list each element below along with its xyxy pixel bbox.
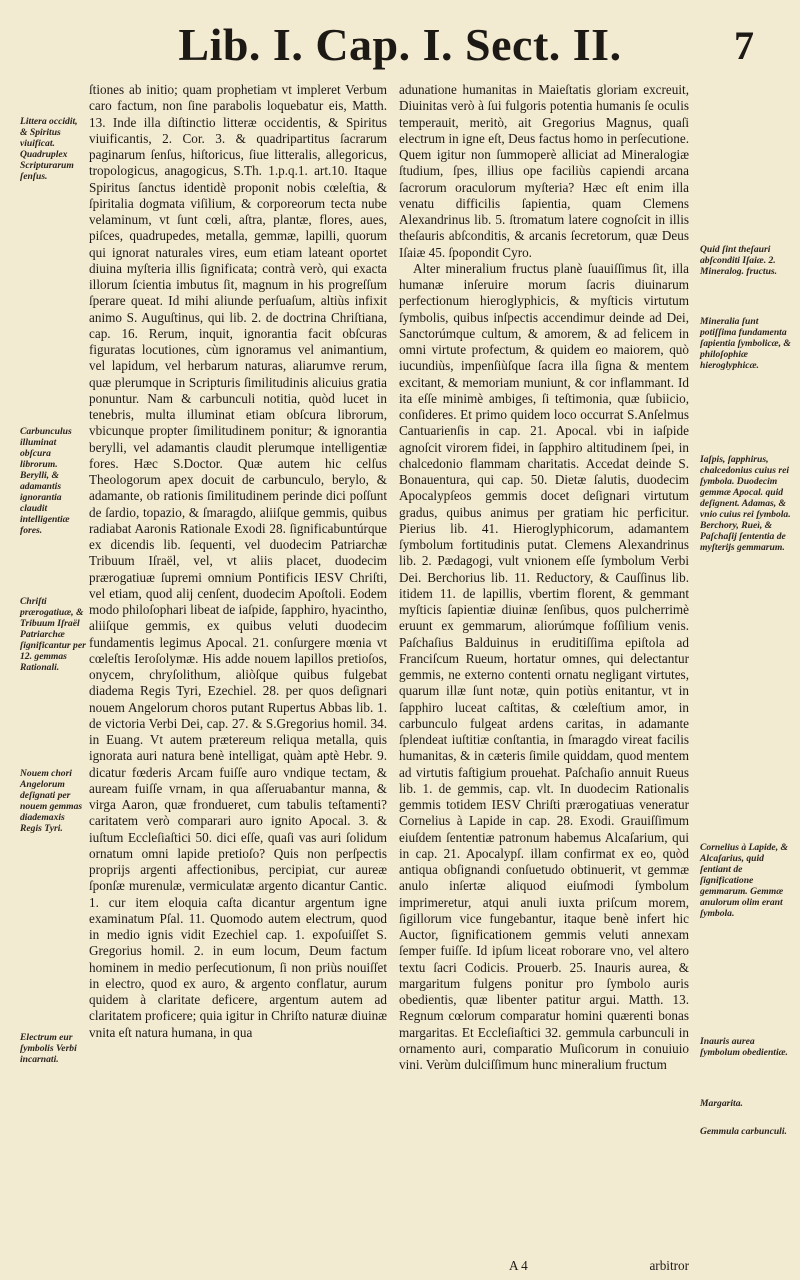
- left-margin-notes: [20, 0, 86, 1280]
- margin-note: Chriſti prærogatiuæ, & Tribuum Iſraël Patriarchæ ſignificantur per 12. gemmas Rationali.: [20, 596, 86, 673]
- page-number: 7: [734, 23, 754, 68]
- margin-note: Littera occidit, & Spiritus viuificat. Quadruplex Scripturarum ſenſus.: [20, 116, 78, 182]
- margin-note: Quid ſint theſauri abſconditi Iſaiæ. 2. Mineralog. fructus.: [700, 244, 778, 277]
- page-footer: [399, 1258, 689, 1276]
- margin-note: Margarita.: [700, 1098, 743, 1109]
- catchword: arbitror: [649, 1258, 689, 1273]
- margin-note: Gemmula carbunculi.: [700, 1126, 787, 1137]
- margin-note: Nouem chori Angelorum deſignati per nouem gemmas diademaxis Regis Tyri.: [20, 768, 83, 834]
- text-paragraph: ſtiones ab initio; quam prophetiam vt impleret Verbum caro factum, non ſine parabolis loquebatur eis, Matth. 13. Inde illa diſtinctio litteræ occidentis, & Spiritus viuificantis, 2. Cor. 3. & quadripartitus ſacrarum paginarum ſenſus, hiſtoricus, ſiue litteralis, allegoricus, tropologicus, anagogicus, S.Th. 1.p.q.1. art.10. Itaque Spiritus ſanctus identidè proponit nobis cœleſtia, & ſpiritalia dogmata viſilium, & corporeorum tecta nube velaminum, vt ſunt cœli, aſtra, plantæ, flores, aues, piſces, quadrupedes, metalla, gemmæ, lapilli, quorum qui ignorat naturales vires, eum etiam lateant oportet diuina myſteria illis ſignificata; contrà verò, qui exacta illorum ſcientia imbutus ſit, magnum in his progreſſum ſperare queat. Id mihi aliunde perſuaſum, altiùs infixit animo S. Auguſtinus, qui lib. 2. de doctrina Chriſtiana, cap. 16. Rerum, inquit, ignorantia facit obſcuras figuratas locutiones, cùm ignoramus vel animantium, vel lapidum, vel herbarum naturas, aliarumve rerum, quæ plerumque in Scripturis ſimilitudinis alicuius gratia ponuntur. Nam & carbunculi notitia, quòd lucet in tenebris, multa illuminat etiam obſcura librorum, vbicunque propter ſimilitudinem ponitur; & ignorantia berylli, vel adamantis claudit plerumque intelligentiæ fores. Hæc S.Doctor. Quæ autem hic celſus Theologorum apex docuit de carbunculo, berylo, & adamante, ob rationis ſimilitudinem perinde dici poſſunt de ſardio, topazio, & ſmaragdo, aliiſque gemmis, quibus radiabat Aaronis Rationale Exodi 28. ſignificabuntúrque ex dicendis lib. ſequenti, vel duodecim Patriarchæ Tribuum Iſraël, vel, vt aliis placet, duodecim prærogatiuæ ſupremi omnium Pontificis IESV Chriſti, vel etiam, quod alij cenſent, duodecim Apoſtoli. Eodem modo philoſophari libeat de iaſpide, ſapphiro, hyacintho, aliiſque gemmis, ex quibus veluti duodecim fundamentis legimus Apocal. 21. conſurgere mœnia vt cœleſtis Ieroſolymæ. His adde nouem lapillos pretioſos, onycem, chryſolithum, aliòſque quibus fulgebat diadema Regis Tyri, Ezechiel. 28. per quos deſignari nouem Angelorum choros putant Rupertus Abbas lib. 1. de victoria Verbi Dei, cap. 27. & S.Gregorius homil. 34. in Euang. Vt autem prætereum reliqua metalla, quis ignorata auri natura benè intelligat, quàm aptè Hebr. 9. dicatur fœderis Arcam fuiſſe auro vndique tectam, & auream fuiſſe vrnam, in qua aſſeruabantur manna, & virga Aaron, quæ frondueret, cum tabulis teſtamenti? caritatem verò comparari auro ignito Apocal. 3. & iuſtum Eccleſiaſtici 50. dici eſſe, quaſi vas auri ſolidum ornatum omni lapide pretioſo? Quis non perſpectis proprijs argenti affectionibus, percipiat, cur aureæ ſponſæ murenulæ, vermiculatæ argento dicantur Cantic. 1. cur item eloquia caſta dicantur argentum igne examinatum Pſal. 11. Quomodo autem electrum, quod in medio ignis vidit Ezechiel cap. 1. expoſuiſſet S. Gregorius homil. 2. in eum locum, Deum factum hominem in medio perſecutionum, ſi non priùs nouiſſet in electro, quod ex auro, & argento conflatur, aurum quidem à claritate deficere, argentum autem ad claritatem proficere; quia igitur in Chriſto naturæ diuinæ vnita eſt natura humana, in qua: [89, 82, 387, 1040]
- margin-note: Inauris aurea ſymbolum obedientiæ.: [700, 1036, 788, 1058]
- right-margin-notes: [700, 0, 792, 1280]
- margin-note: Carbunculus illuminat obſcura librorum. Berylli, & adamantis ignorantia claudit intelligentiæ fores.: [20, 426, 72, 536]
- left-text-column: [89, 82, 387, 1041]
- margin-note: Electrum eur ſymbolis Verbi incarnati.: [20, 1032, 77, 1065]
- margin-note: Mineralia ſunt potiſſima fundamenta ſapientia ſymbolicæ, & philoſophiæ hieroglyphicæ.: [700, 316, 791, 371]
- text-paragraph: adunatione humanitas in Maieſtatis gloriam excreuit, Diuinitas verò à ſui fulgoris potentia humanis ſe oculis temperauit, meritò, ait Gregorius Magnus, quaſi electrum in igne eſt, Deus factus homo in perſecutione. Quem igitur non ſummoperè alliciat ad Mineralogiæ ſtudium, ſpes, illius ope faciliùs capiendi arcana ſacrorum oraculorum myſteria? Hæc eſt enim illa venatu difficilis ſapientia, quam Clemens Alexandrinus lib. 5. ſtromatum latere cognoſcit in illis theſauris abſconditis, & arcanis ſecretorum, quæ Deus Iſaiæ 45. ſpopondit Cyro.: [399, 82, 689, 260]
- running-title: Lib. I. Cap. I. Sect. II.: [178, 19, 622, 70]
- text-paragraph: Alter mineralium fructus planè ſuauiſſimus ſit, illa humanæ inſeruire morum ſacris diuinarum perfectionum hieroglyphicis, & myſticis virtutum ſymbolis, quibus inſpectis accendimur deinde ad Dei, Sanctorúmque cultum, & amorem, & ad felicem in omni virtute profectum, & quidem eo maiorem, quò iucundiùs, impenſiùſque ſacra illa ſigna & mentem excitant, & memoriam muniunt, & cor inflammant. Id ita eſſe minimè ambiges, ſi teſtimonia, quæ ſubiicio, conſideres. Et primo quidem loco occurrat S.Anſelmus Cantuarienſis in cap. 21. Apocal. vbi in iaſpide agnoſcit virorem fidei, in ſapphiro altitudinem ſpei, in chalcedonio flammam charitatis. Accedat deinde S. Bonauentura, qui cap. 50. Dietæ ſalutis, duodecim Apocalypſeos gemmis docet deſignari virtutum gradus, quibus animus per gratiam hic perficitur. Pierius lib. 41. Hieroglyphicorum, adamantem ſymbolum fortitudinis putat. Clemens Alexandrinus lib. 2. Pædagogi, vult vnionem eſſe ſymbolum Verbi Dei. Berchorius lib. 11. Reductory, & Cauſſinus lib. itidem 11. de lapillis, vbertim florent, & gemmant myſticis ſapientiæ diuinæ ſenſibus, quos pulcherrimè eruunt ex gemmarum, aliorúmque foſſilium venis. Paſchaſius Balduinus in eruditiſſima epiſtola ad Franciſcum Rueum, hortatur omnes, qui delectantur gemmis, ne externo contenti ornatu negligant virtutes, quarum illæ ſunt notæ, quin potiùs enitantur, vt in ſapphiro luceat caſtitas, & cœleſtium amor, in carbunculo fulgeat ardens caritas, in adamante ſplendeat iuſtitiæ conſtantia, in ſmaragdo vireat facilis humanitas, & in cæteris ſimile quiddam, quod mentem ad virtutis faſtigium prouehat. Paſchaſio annuit Rueus lib. 1. de gemmis, cap. vlt. In duodecim Rationalis gemmis totidem IESV Chriſti prærogatiuas veneratur Cornelius à Lapide in cap. 28. Exodi. Grauiſſimum eiuſdem ſententiæ patronum habemus Alcaſarium, qui in cap. 21. Apocalypſ. illam confirmat ex eo, quòd antiqua obſignandi conſuetudo obtinuerit, vt gemmæ anulo inſertæ aliquod eiuſmodi ſymbolum imprimeretur, atqui anuli iuxta priſcum morem, ſigillorum vice fungebantur, itaque benè infert hic Auctor, ſignificationem gemmis veluti annexam ſemper fuiſſe. Id ipſum liceat roborare vno, vel altero textu ſacri Codicis. Prouerb. 25. Inauris aurea, & margaritum fulgens ponitur pro ſymbolo auris obedientis, quæ libenter patitur argui. Matth. 13. Regnum cœlorum comparatur homini quærenti bonas margaritas. Et Eccleſiaſtici 32. gemmula carbunculi in ornamento auri, comparatio Muſicorum in conuiuio vini. Verùm dulciſſimum hunc mineralium fructum: [399, 260, 689, 1072]
- margin-note: Iaſpis, ſapphirus, chalcedonius cuius rei ſymbola. Duodecim gemmæ Apocal. quid deſignent. Adamas, & vnio cuius rei ſymbola. Berchory, Rueì, & Paſchaſij ſententia de myſterijs gemmarum.: [700, 454, 791, 553]
- page-header: [0, 0, 800, 68]
- signature-mark: A 4: [509, 1258, 528, 1273]
- right-text-column: [399, 82, 689, 1073]
- margin-note: Cornelius à Lapide, & Alcaſarius, quid ſentiant de ſignificatione gemmarum. Gemmæ anulorum olim erant ſymbola.: [700, 842, 788, 919]
